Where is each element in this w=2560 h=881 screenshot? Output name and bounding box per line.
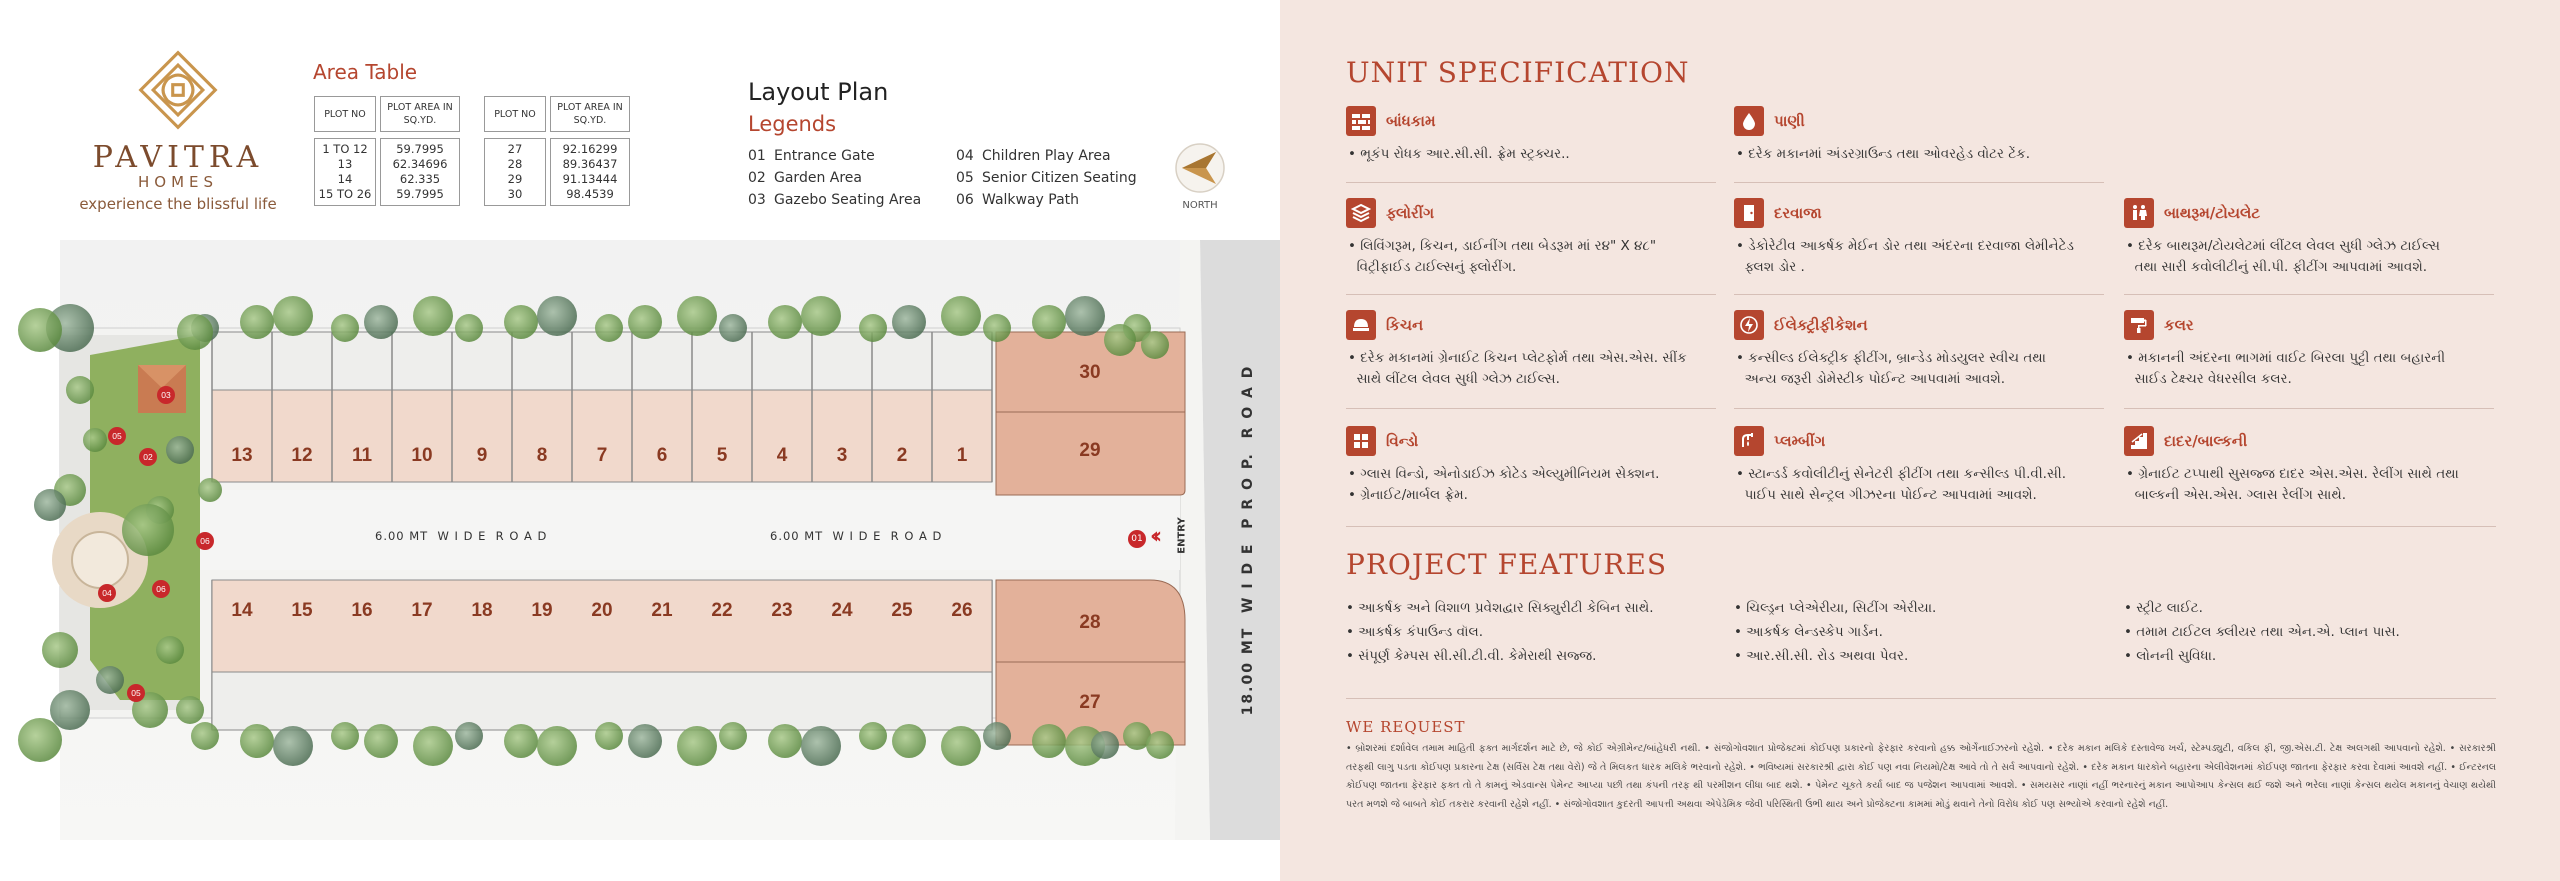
kitchen-icon <box>1346 310 1376 340</box>
plot-number: 5 <box>716 445 728 466</box>
spec-window <box>1346 426 1716 506</box>
plot-number: 2 <box>896 445 908 466</box>
stairs-icon <box>2124 426 2154 456</box>
features-col-3 <box>2124 596 2504 668</box>
plot-number: 9 <box>476 445 488 466</box>
tree-icon <box>191 722 219 750</box>
tree-icon <box>66 376 94 404</box>
map-marker: 06 <box>152 580 170 598</box>
plot-number: 22 <box>711 600 733 621</box>
tree-icon <box>941 726 981 766</box>
plot-number: 15 <box>291 600 313 621</box>
feature-item: • આકર્ષક કંપાઉન્ડ વૉલ. <box>1346 624 1483 640</box>
tree-icon <box>177 314 213 350</box>
tree-icon <box>628 305 662 339</box>
plot-number: 21 <box>651 600 673 621</box>
tree-icon <box>768 305 802 339</box>
plot-number: 25 <box>891 600 913 621</box>
plot-number: 13 <box>231 445 253 466</box>
tree-icon <box>1032 305 1066 339</box>
plot-number: 24 <box>831 600 853 621</box>
area-table-title: Area Table <box>313 60 418 84</box>
tree-icon <box>504 305 538 339</box>
tree-icon <box>859 722 887 750</box>
tree-icon <box>331 722 359 750</box>
tree-icon <box>719 722 747 750</box>
divider <box>1734 294 2104 295</box>
divider <box>1346 182 1716 183</box>
area-table-left <box>310 96 464 206</box>
tree-icon <box>859 314 887 342</box>
brick-icon <box>1346 106 1376 136</box>
map-marker: 06 <box>196 532 214 550</box>
plot-number: 27 <box>1079 692 1101 713</box>
divider <box>2124 408 2494 409</box>
tree-icon <box>595 314 623 342</box>
spec-line: પાઈપ સાથે સેન્ટ્રલ ગીઝરના પોઈન્ટ આપવામાં આવશે. <box>1736 487 2037 503</box>
brand-sub: HOMES <box>137 173 219 191</box>
spec-bathroom <box>2124 198 2494 278</box>
legend-item: 04 Children Play Area <box>956 148 1111 164</box>
map-marker: 04 <box>98 584 116 602</box>
legend-item: 06 Walkway Path <box>956 192 1080 208</box>
plot-number: 7 <box>596 445 608 466</box>
plot-number: 28 <box>1079 612 1101 633</box>
plot-number: 29 <box>1079 440 1101 461</box>
spec-line: • મકાનની અંદરના ભાગમાં વાઈટ બિરલા પુટ્ટી તથા બહારની <box>2126 350 2446 366</box>
tree-icon <box>1091 731 1119 759</box>
feature-item: • લોનની સુવિધા. <box>2124 648 2217 664</box>
col-header-plot-area: PLOT AREA IN SQ.YD. <box>550 96 630 132</box>
project-features-title: PROJECT FEATURES <box>1346 548 1668 581</box>
col-header-plot-area: PLOT AREA IN SQ.YD. <box>380 96 460 132</box>
tree-icon <box>768 724 802 758</box>
tree-icon <box>677 296 717 336</box>
plot-number: 6 <box>656 445 668 466</box>
north-indicator <box>1170 142 1230 211</box>
spec-title: વિન્ડો <box>1386 432 1419 450</box>
tree-icon <box>166 436 194 464</box>
tree-icon <box>176 696 204 724</box>
spec-water <box>1734 106 2104 165</box>
tree-icon <box>801 726 841 766</box>
tree-icon <box>1065 296 1105 336</box>
entrance-marker: 01 <box>1128 530 1146 548</box>
spec-line: • દરેક બાથરૂમ/ટોયલેટમાં લીંટલ લેવલ સુધી ગ્લેઝ ટાઈલ્સ <box>2126 238 2440 254</box>
tree-icon <box>18 308 62 352</box>
tree-icon <box>240 305 274 339</box>
tree-icon <box>413 296 453 336</box>
tree-icon <box>983 722 1011 750</box>
site-plan <box>0 240 1280 840</box>
spec-line: • દરેક મકાનમાં ગ્રેનાઈટ કિચન પ્લેટફોર્મ તથા એસ.એસ. સીંક <box>1348 350 1687 366</box>
spec-title: દાદર/બાલ્કની <box>2164 432 2248 450</box>
tree-icon <box>364 305 398 339</box>
spec-construction <box>1346 106 1716 165</box>
tree-icon <box>595 722 623 750</box>
spec-line: • દરેક મકાનમાં અંડરગ્રાઉન્ડ તથા ઓવરહેડ વોટર ટેંક. <box>1736 146 2030 162</box>
tree-icon <box>1104 324 1136 356</box>
tree-icon <box>628 724 662 758</box>
tree-icon <box>677 726 717 766</box>
spec-title: ઈલેક્ટ્રીફીકેશન <box>1774 316 1868 334</box>
tree-icon <box>719 314 747 342</box>
request-text: • બ્રોશરમાં દર્શાવેલ તમામ માહિતી ફક્ત માર્ગદર્શન માટે છે, જે કોઈ એગ્રીમેન્ટ/બાંહેધરી નથી. • સંજોગોવશાત પ્રોજેક્ટમાં કોઈપણ પ્રકારનો ફેરફાર કરવાનો હક્ક ઓર્ગેનાઈઝરનો રહેશે. • દરેક મકાન મલિકે દસ્તાવેજ ખર્ચ, સ્ટેમ્પડ્યુટી, વકિલ ફી, જી.એસ.ટી. ટેક્ષ અલગથી આપવાનો રહેશે. • સરકારશ્રી તરફથી લાગુ પડતા કોઈપણ પ્રકારના ટેક્ષ (સર્વિસ ટેક્ષ તથા વેરો) જે તે મિલકત ધારક મલિકે ભરવાનો રહેશે. • ભવિષ્યમાં સરકારશ્રી દ્વારા કોઈ પણ નવા નિયમો/ટેક્ષ આવે તો તે સર્વ આપવાનો રહેશે. • દરેક મકાન ધારકોને બહારના એલીવેશનમાં કોઈપણ જાતના ફેરફાર કરવા દેવામાં આવશે નહીં. • ઈન્ટરનલ કોઈપણ જાતના ફેરફાર ફક્ત તો તે કામનું એડવાન્સ પેમેન્ટ આપ્યા પછી તથા કંપની તરફ થી પરમીશન લીધા બાદ થશે. • પેમેન્ટ ચૂકતે કર્યા બાદ જ પજેશન આપવામાં આવશે. • સમયસર નાણાં નહીં ભરનારનું મકાન આપોઆપ કેન્સલ થઈ જશે અને ભરેલા નાણાં કેન્સલ થયેલ મકાનનું વેચાણ થયેથી પરત મળશે જે બાબતે કોઈ તકરાર કરવાની રહેશે નહીં. • સંજોગોવશાત કુદરતી આપત્તી અથવા એપેડેમિક જેવી પરિસ્થિતી ઉભી થાય અને પ્રોજેક્ટના કામમાં મોડું થવાને તેનો વિરોધ કોઈ પણ સભ્યોએ કરવાનો રહેશે નહીં. <box>1346 743 2496 810</box>
tree-icon <box>331 314 359 342</box>
table-row: 1 TO 12 13 14 15 TO 26 59.7995 62.34696 62.335 59.7995 <box>314 138 460 206</box>
spec-line: • ડેકોરેટીવ આકર્ષક મેઈન ડોર તથા અંદરના દરવાજા લેમીનેટેડ <box>1736 238 2074 254</box>
brand-tagline: experience the blissful life <box>79 195 277 213</box>
tree-icon <box>892 724 926 758</box>
window-icon <box>1346 426 1376 456</box>
spec-title: ફ્લોરીંગ <box>1386 204 1435 222</box>
plot-number: 8 <box>536 445 548 466</box>
tree-icon <box>455 314 483 342</box>
tree-icon <box>156 636 184 664</box>
divider <box>1734 182 2104 183</box>
spec-title: દરવાજા <box>1774 204 1822 222</box>
tree-icon <box>273 726 313 766</box>
prop-road-label: 18.00 MT W I D E P R O P. R O A D <box>1240 364 1256 716</box>
legend-item: 05 Senior Citizen Seating <box>956 170 1137 186</box>
compass-icon <box>1174 142 1226 194</box>
feature-item: • ચિલ્ડ્રન પ્લેએરીયા, સિટીંગ એરીયા. <box>1734 600 1937 616</box>
spec-title: કલર <box>2164 316 2194 334</box>
plot-number: 30 <box>1079 362 1101 383</box>
spec-line: ફ્લશ ડોર . <box>1736 259 1805 275</box>
flooring-icon <box>1346 198 1376 228</box>
spec-title: પાણી <box>1774 112 1805 130</box>
legends-title: Legends <box>748 112 837 136</box>
tree-icon <box>18 718 62 762</box>
spec-line: • સ્ટાન્ડર્ડ કવોલીટીનું સેનેટરી ફીટીંગ તથા કન્સીલ્ડ પી.વી.સી. <box>1736 466 2067 482</box>
tree-icon <box>34 489 66 521</box>
plot-number: 12 <box>291 445 313 466</box>
tap-icon <box>1734 426 1764 456</box>
tree-icon <box>941 296 981 336</box>
divider <box>1734 408 2104 409</box>
spec-title: બાથરૂમ/ટોયલેટ <box>2164 204 2261 222</box>
plot-number: 19 <box>531 600 553 621</box>
legend-item: 02 Garden Area <box>748 170 862 186</box>
tree-icon <box>983 314 1011 342</box>
features-col-1 <box>1346 596 1726 668</box>
divider <box>2124 294 2494 295</box>
map-marker: 05 <box>127 684 145 702</box>
north-label: NORTH <box>1182 200 1218 211</box>
tree-icon <box>198 478 222 502</box>
plot-number: 23 <box>771 600 793 621</box>
paint-roller-icon <box>2124 310 2154 340</box>
spec-line: વિટ્રીફાઈડ ટાઈલ્સનું ફ્લોરીંગ. <box>1348 259 1517 275</box>
spec-doors <box>1734 198 2104 278</box>
spec-line: • ભૂકંપ રોધક આર.સી.સી. ફ્રેમ સ્ટ્રક્ચર.. <box>1348 146 1570 162</box>
plot-number: 18 <box>471 600 493 621</box>
entry-label: ENTRY <box>1176 517 1188 554</box>
plot-number: 16 <box>351 600 373 621</box>
spec-line: • ગ્રેનાઈટ/માર્બલ ફ્રેમ. <box>1348 487 1468 503</box>
road-label-right: 6.00 MT W I D E R O A D <box>770 529 943 543</box>
door-icon <box>1734 198 1764 228</box>
electric-icon <box>1734 310 1764 340</box>
bathroom-icon <box>2124 198 2154 228</box>
spec-color <box>2124 310 2494 390</box>
plot-number: 26 <box>951 600 973 621</box>
tree-icon <box>537 296 577 336</box>
tree-icon <box>364 724 398 758</box>
spec-line: • લિવિંગરૂમ, કિચન, ડાઈનીંગ તથા બેડરૂમ માં ર૪" X ૪૮" <box>1348 238 1657 254</box>
plot-number: 14 <box>231 600 253 621</box>
features-col-2 <box>1734 596 2114 668</box>
spec-title: પ્લમ્બીંગ <box>1774 432 1826 450</box>
table-row: 27 28 29 30 92.16299 89.36437 91.13444 98.4539 <box>484 138 630 206</box>
spec-electrification <box>1734 310 2104 390</box>
map-marker: 03 <box>157 386 175 404</box>
tree-icon <box>122 504 174 556</box>
tree-icon <box>1146 731 1174 759</box>
feature-item: • તમામ ટાઈટલ ક્લીયર તથા એન.એ. પ્લાન પાસ. <box>2124 624 2400 640</box>
feature-item: • આર.સી.સી. રોડ અથવા પેવર. <box>1734 648 1909 664</box>
map-marker: 05 <box>108 427 126 445</box>
tree-icon <box>1141 331 1169 359</box>
spec-line: તથા સારી કવોલીટીનું સી.પી. ફીટીંગ આપવામાં આવશે. <box>2126 259 2428 275</box>
brand-logo <box>78 46 278 213</box>
water-drop-icon <box>1734 106 1764 136</box>
spec-kitchen <box>1346 310 1716 390</box>
divider <box>1346 698 2496 699</box>
tree-icon <box>50 690 90 730</box>
spec-line: સાથે લીંટલ લેવલ સુધી ગ્લેઝ ટાઈલ્સ. <box>1348 371 1560 387</box>
entry-arrow-icon: ‹‹ <box>1150 524 1157 549</box>
tree-icon <box>892 305 926 339</box>
plot-number: 17 <box>411 600 433 621</box>
plot-number: 4 <box>776 445 788 466</box>
tree-icon <box>1032 724 1066 758</box>
col-header-plot-no: PLOT NO <box>314 96 376 132</box>
spec-line: અન્ય જરૂરી ડોમેસ્ટીક પોઈન્ટ આપવામાં આવશે. <box>1736 371 2006 387</box>
tree-icon <box>455 722 483 750</box>
tree-icon <box>273 296 313 336</box>
spec-line: બાલ્કની એસ.એસ. ગ્લાસ રેલીંગ સાથે. <box>2126 487 2347 503</box>
tree-icon <box>801 296 841 336</box>
tree-icon <box>240 724 274 758</box>
pavitra-logo-icon <box>134 46 222 134</box>
plot-number: 20 <box>591 600 613 621</box>
spec-line: • ગ્લાસ વિન્ડો, એનોડાઈઝ કોટેડ એલ્યુમીનિયમ સેક્શન. <box>1348 466 1660 482</box>
tree-icon <box>96 666 124 694</box>
spec-flooring <box>1346 198 1716 278</box>
tree-icon <box>83 428 107 452</box>
divider <box>1346 526 2496 527</box>
layout-plan-title: Layout Plan <box>748 78 889 106</box>
area-table-right <box>480 96 634 206</box>
feature-item: • સંપૂર્ણ કેમ્પસ સી.સી.ટી.વી. કેમેરાથી સજ્જ. <box>1346 648 1597 664</box>
tree-icon <box>504 724 538 758</box>
legend-list-right <box>956 145 1137 211</box>
spec-line: સાઈડ ટેક્ષ્ચર વેધરસીલ કલર. <box>2126 371 2292 387</box>
divider <box>1346 408 1716 409</box>
spec-stairs-balcony <box>2124 426 2494 506</box>
plot-number: 10 <box>411 445 433 466</box>
legend-item: 03 Gazebo Seating Area <box>748 192 922 208</box>
spec-line: • ગ્રેનાઈટ ટપ્પાથી સુસજ્જ દાદર એસ.એસ. રેલીંગ સાથે તથા <box>2126 466 2459 482</box>
spec-line: • કન્સીલ્ડ ઈલેક્ટ્રીક ફીટીંગ, બ્રાન્ડેડ મોડયુલર સ્વીચ તથા <box>1736 350 2046 366</box>
legend-item: 01 Entrance Gate <box>748 148 875 164</box>
map-marker: 02 <box>139 448 157 466</box>
spec-plumbing <box>1734 426 2104 506</box>
feature-item: • સ્ટ્રીટ લાઈટ. <box>2124 600 2203 616</box>
spec-title: બાંધકામ <box>1386 112 1436 130</box>
col-header-plot-no: PLOT NO <box>484 96 546 132</box>
plot-number: 11 <box>351 445 373 466</box>
spec-title: કિચન <box>1386 316 1424 334</box>
feature-item: • આકર્ષક લેન્ડસ્કેપ ગાર્ડન. <box>1734 624 1883 640</box>
road-label-left: 6.00 MT W I D E R O A D <box>375 529 548 543</box>
divider <box>1346 294 1716 295</box>
legend-list-left <box>748 145 921 211</box>
brand-name: PAVITRA <box>92 140 264 175</box>
request-title: WE REQUEST <box>1346 718 1466 736</box>
tree-icon <box>413 726 453 766</box>
tree-icon <box>42 632 78 668</box>
plot-number: 1 <box>956 445 968 466</box>
tree-icon <box>537 726 577 766</box>
feature-item: • આકર્ષક અને વિશાળ પ્રવેશદ્વાર સિક્યુરીટી કેબિન સાથે. <box>1346 600 1654 616</box>
unit-spec-title: UNIT SPECIFICATION <box>1346 56 1690 89</box>
plot-number: 3 <box>836 445 848 466</box>
